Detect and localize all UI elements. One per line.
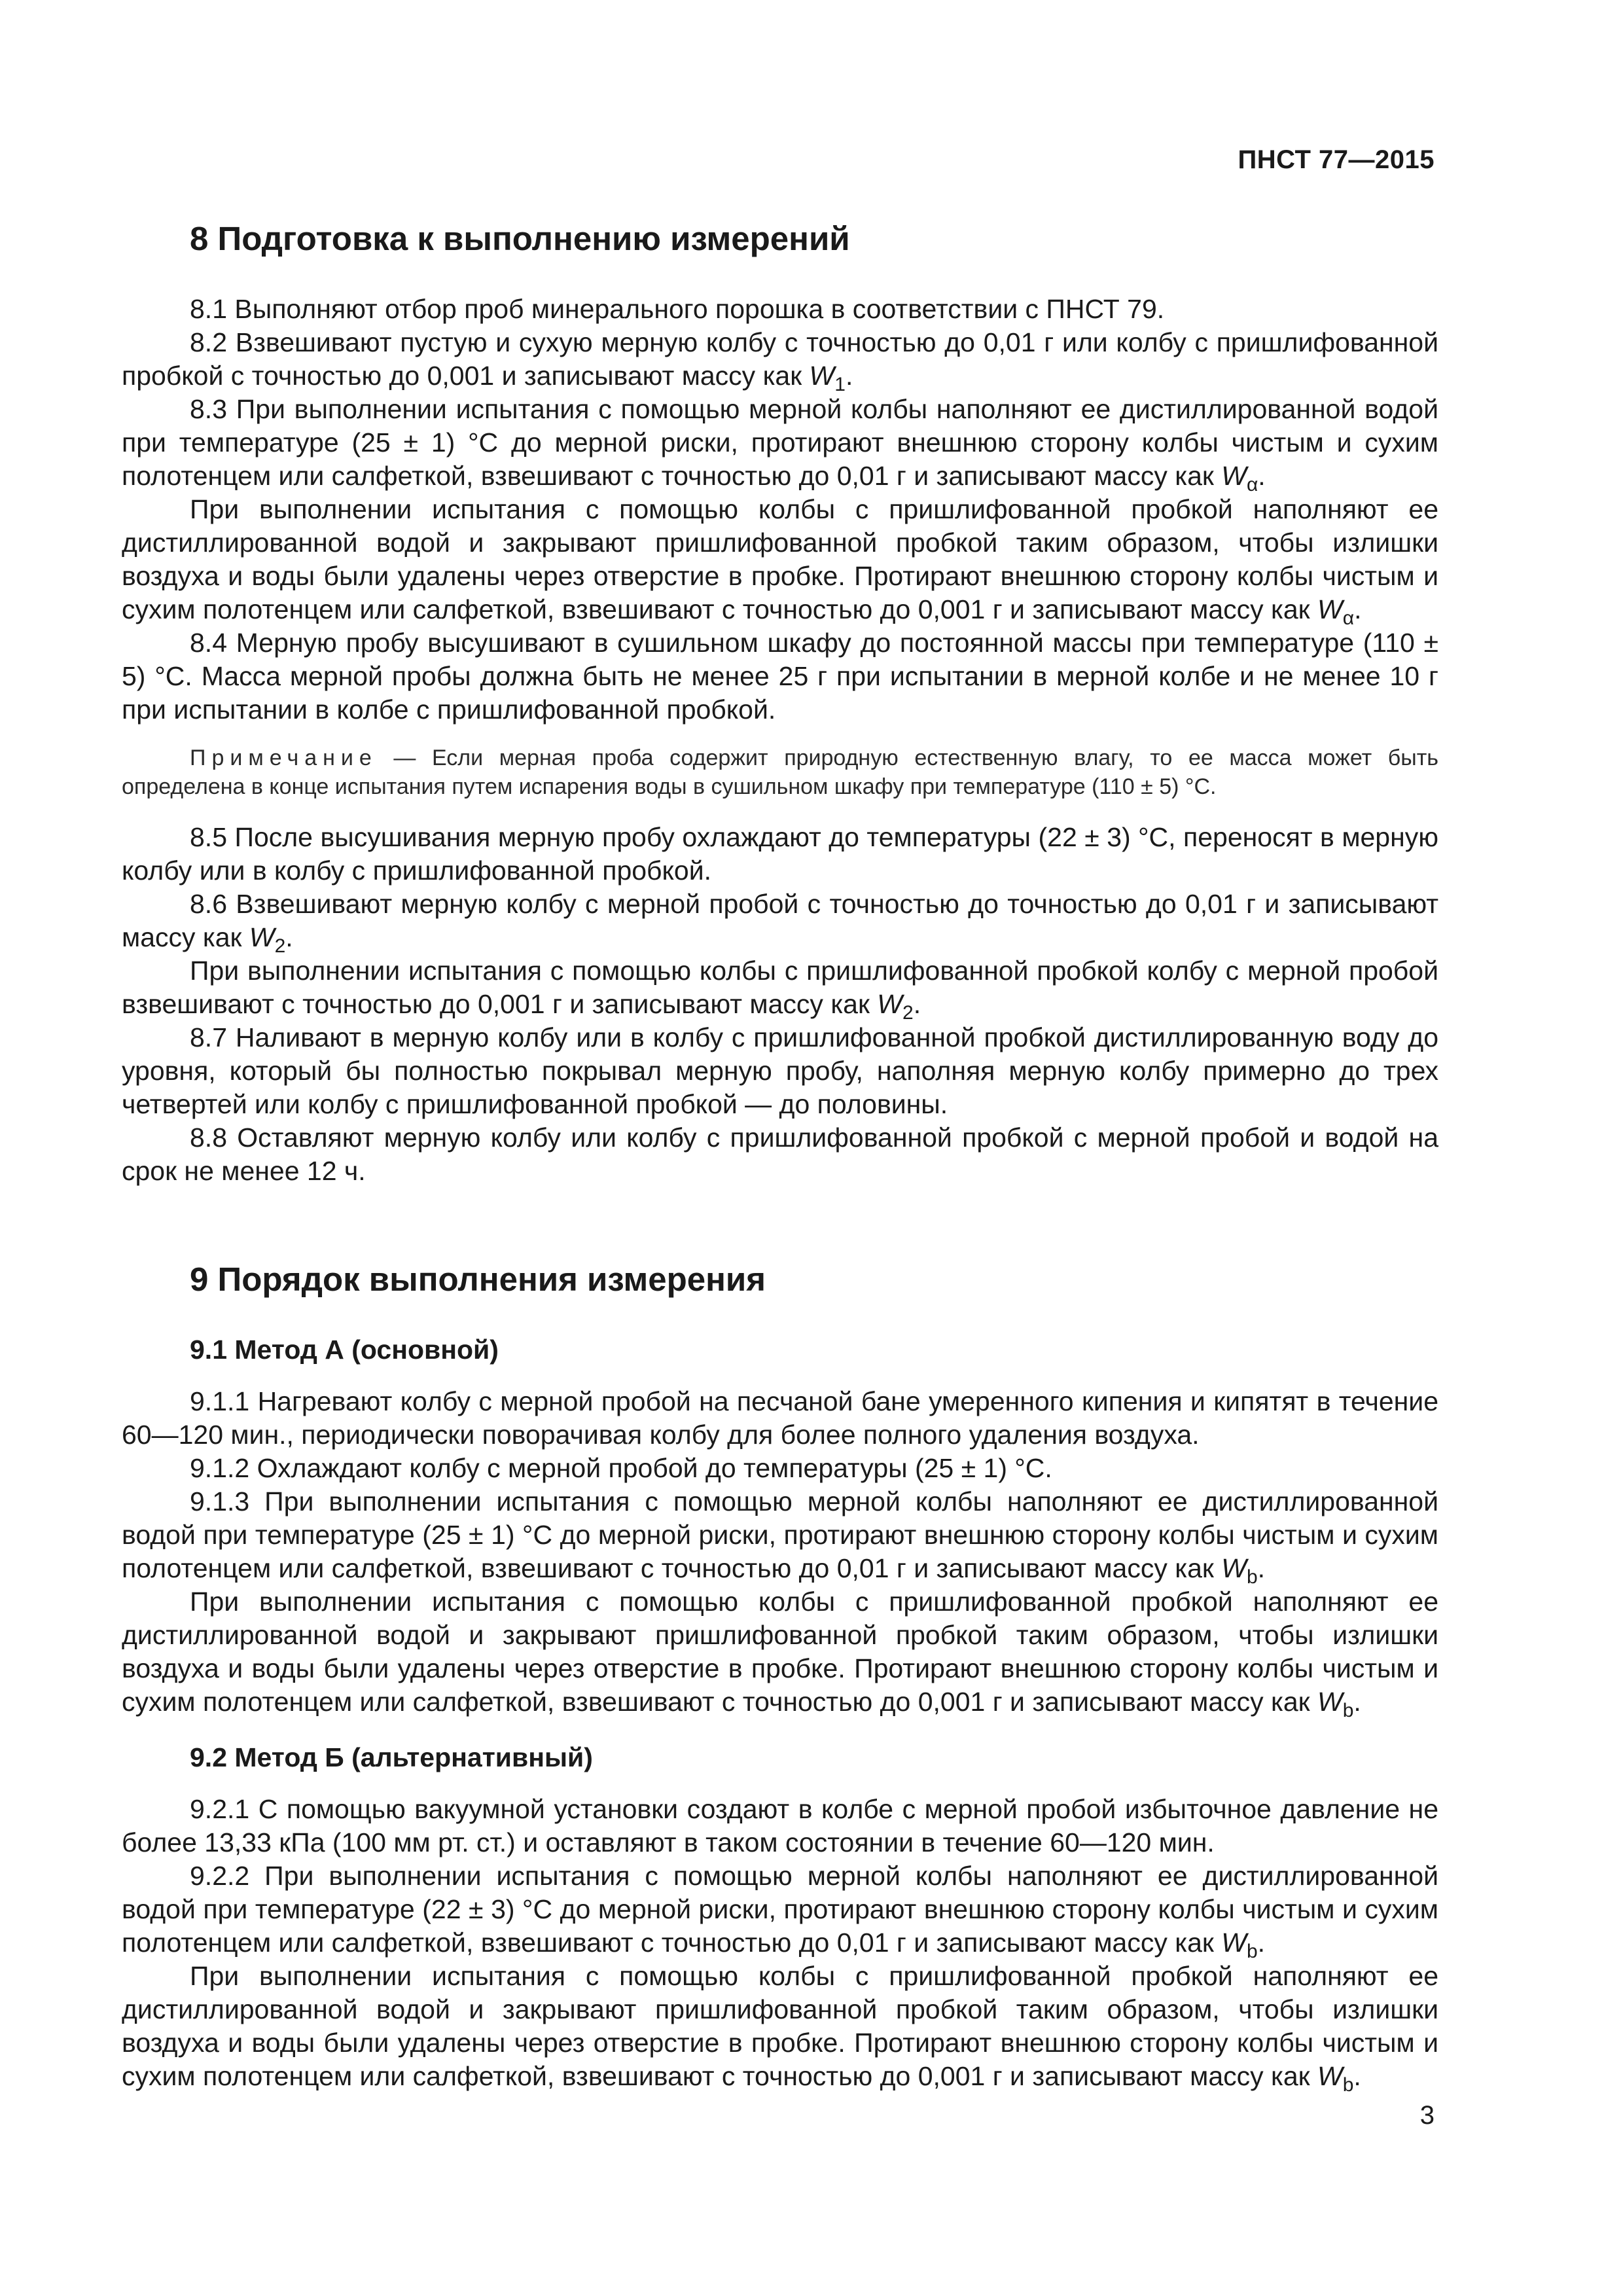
paragraph-9-1-3-flask-with-stopper: При выполнении испытания с помощью колбы с пришлифованной пробкой наполняют ее дистиллированной водой и закрывают пришлифованной пробкой таким образом, чтобы излишки воздуха и воды были удалены через отверстие в пробке. Протирают внешнюю сторону колбы чистым и сухим полотенцем или салфеткой, взвешивают с точностью до 0,001 г и записывают массу как $W_b$. <box>122 1587 1438 1721</box>
paragraph-8-2: 8.2 Взвешивают пустую и сухую мерную колбу с точностью до 0,01 г или колбу с пришлифованной пробкой с точностью до 0,001 и записывают массу как $W_1$. <box>122 327 1438 395</box>
paragraph-9-2-2: 9.2.2 При выполнении испытания с помощью мерной колбы наполняют ее дистиллированной водой при температуре (22 ± 3) °С до мерной риски, протирают внешнюю сторону колбы чистым и сухим полотенцем или салфеткой, взвешивают с точностью до 0,01 г и записывают массу как $W_b$. <box>122 1861 1438 1962</box>
paragraph-9-2-1: 9.2.1 С помощью вакуумной установки создают в колбе с мерной пробой избыточное давление не более 13,33 кПа (100 мм рт. ст.) и оставляют в таком состоянии в течение 60—120 мин. <box>122 1794 1438 1857</box>
paragraph-9-2-2-flask-with-stopper: При выполнении испытания с помощью колбы с пришлифованной пробкой наполняют ее дистиллированной водой и закрывают пришлифованной пробкой таким образом, чтобы излишки воздуха и воды были удалены через отверстие в пробке. Протирают внешнюю сторону колбы чистым и сухим полотенцем или салфеткой, взвешивают с точностью до 0,001 г и записывают массу как $W_b$. <box>122 1961 1438 2096</box>
paragraph-8-3: 8.3 При выполнении испытания с помощью мерной колбы наполняют ее дистиллированной водой при температуре (25 ± 1) °С до мерной риски, протирают внешнюю сторону колбы чистым и сухим полотенцем или салфеткой, взвешивают с точностью до 0,01 г и записывают массу как $W_\alpha$. <box>122 394 1438 495</box>
paragraph-8-6-flask-with-stopper: При выполнении испытания с помощью колбы с пришлифованной пробкой колбу с мерной пробой взвешивают с точностью до 0,001 г и записывают массу как $W_2$. <box>122 956 1438 1024</box>
method-b-title: 9.2 Метод Б (альтернативный) <box>190 1742 593 1772</box>
paragraph-8-7: 8.7 Наливают в мерную колбу или в колбу с пришлифованной пробкой дистиллированную воду до уровня, который бы полностью покрывал мерную пробу, наполняя мерную колбу примерно до трех четвертей или колбу с пришлифованной пробкой — до половины. <box>122 1022 1438 1119</box>
page-content <box>122 219 1438 2096</box>
note: Примечание — Если мерная проба содержит природную естественную влагу, то ее масса может быть определена в конце испытания путем испарения воды в сушильном шкафу при температуре (110 ± 5) °С. <box>122 745 1438 799</box>
paragraph-8-3-flask-with-stopper: При выполнении испытания с помощью колбы с пришлифованной пробкой наполняют ее дистиллированной водой и закрывают пришлифованной пробкой таким образом, чтобы излишки воздуха и воды были удалены через отверстие в пробке. Протирают внешнюю сторону колбы чистым и сухим полотенцем или салфеткой, взвешивают с точностью до 0,001 г и записывают массу как $W_\alpha$. <box>122 494 1438 629</box>
paragraph-9-1-2: 9.1.2 Охлаждают колбу с мерной пробой до температуры (25 ± 1) °С. <box>190 1453 1052 1483</box>
section-8-title: 8 Подготовка к выполнению измерений <box>190 220 850 257</box>
paragraph-9-1-1: 9.1.1 Нагревают колбу с мерной пробой на песчаной бане умеренного кипения и кипятят в течение 60—120 мин., периодически поворачивая колбу для более полного удаления воздуха. <box>122 1386 1438 1450</box>
paragraph-8-4: 8.4 Мерную пробу высушивают в сушильном шкафу до постоянной массы при температуре (110 ± 5) °С. Масса мерной пробы должна быть не менее 25 г при испытании в мерной колбе и не менее 10 г при испытании в колбе с пришлифованной пробкой. <box>122 628 1438 725</box>
paragraph-8-5: 8.5 После высушивания мерную пробу охлаждают до температуры (22 ± 3) °С, переносят в мерную колбу или в колбу с пришлифованной пробкой. <box>122 822 1438 886</box>
page-number: 3 <box>1419 2101 1435 2130</box>
section-9-title: 9 Порядок выполнения измерения <box>190 1261 766 1298</box>
paragraph-8-1: 8.1 Выполняют отбор проб минерального порошка в соответствии с ПНСТ 79. <box>190 294 1165 324</box>
paragraph-8-8: 8.8 Оставляют мерную колбу или колбу с пришлифованной пробкой с мерной пробой и водой на срок не менее 12 ч. <box>122 1122 1438 1186</box>
document-code: ПНСТ 77—2015 <box>1238 145 1435 174</box>
paragraph-8-6: 8.6 Взвешивают мерную колбу с мерной пробой с точностью до точностью до 0,01 г и записывают массу как $W_2$. <box>122 889 1438 957</box>
paragraph-9-1-3: 9.1.3 При выполнении испытания с помощью мерной колбы наполняют ее дистиллированной водой при температуре (25 ± 1) °С до мерной риски, протирают внешнюю сторону колбы чистым и сухим полотенцем или салфеткой, взвешивают с точностью до 0,01 г и записывают массу как $W_b$. <box>122 1486 1438 1588</box>
method-a-title: 9.1 Метод А (основной) <box>190 1335 499 1365</box>
note-label: Примечание <box>190 745 378 770</box>
